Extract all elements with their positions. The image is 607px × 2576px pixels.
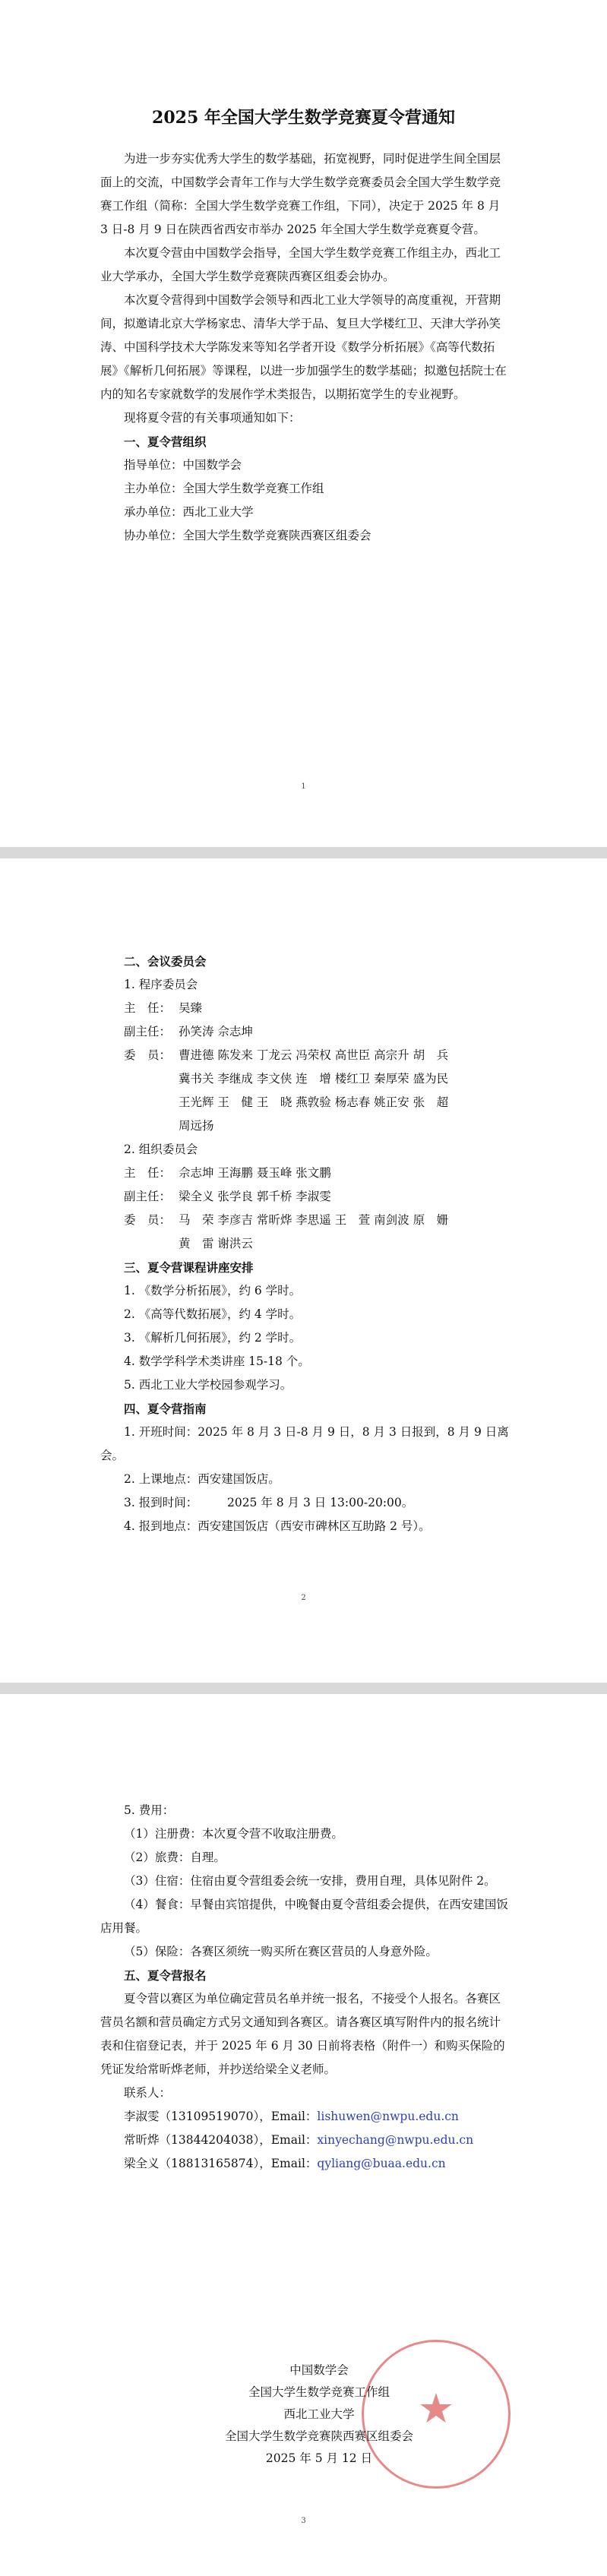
course-item: 5. 西北工业大学校园参观学习。: [124, 1378, 292, 1392]
page-number: 3: [301, 2517, 306, 2525]
signer: 全国大学生数学竞赛工作组: [248, 2385, 390, 2399]
fee-item: （1）注册费：本次夏令营不收取注册费。: [124, 1827, 343, 1841]
page-number: 1: [301, 782, 306, 791]
section-5-heading: 五、夏令营报名: [124, 1968, 207, 1983]
page3-body: [100, 1799, 511, 2176]
role-label: 委 员：: [124, 1048, 172, 1062]
page-2: [0, 858, 607, 1683]
role-label: 主 任：: [124, 1001, 172, 1015]
invite-paragraph: 本次夏令营得到中国数学会领导和西北工业大学领导的高度重视，开营期间，拟邀请北京大学杨家忠、清华大学于品、复旦大学楼红卫、天津大学孙笑涛、中国科学技术大学陈发来等知名学者开设《数学分析拓展》《高等代数拓展》《解析几何拓展》等课程，以进一步加强学生的数学基础；拟邀包括院士在内的知名专家就数学的发展作学术类报告，以期拓宽学生的专业视野。: [100, 293, 507, 401]
role-label: 副主任：: [124, 1190, 172, 1203]
role-label: 主 任：: [124, 1166, 172, 1180]
role-label: 委 员：: [124, 1213, 172, 1227]
fee-title: 5. 费用：: [124, 1803, 175, 1817]
contact-line: 李淑雯（13109519070），Email：lishuwen@nwpu.edu.cn: [124, 2110, 459, 2123]
guide-item: 4. 报到地点：西安建国饭店（西安市碑林区互助路 2 号）。: [124, 1519, 431, 1533]
email-link[interactable]: xinyechang@nwpu.edu.cn: [317, 2133, 474, 2147]
signer: 中国数学会: [289, 2363, 349, 2377]
guide-item: 2. 上课地点：西安建国饭店。: [124, 1472, 280, 1486]
program-committee-title: 1. 程序委员会: [124, 978, 198, 991]
role-members: 马 荣 李彦吉 常昕烨 李思遥 王 萱 南剑波 原 姗 黄 雷 谢洪云: [179, 1213, 449, 1250]
signup-paragraph: 夏令营以赛区为单位确定营员名单并统一报名，不接受个人报名。各赛区营员名额和营员确定方式另文通知到各赛区。请各赛区填写附件内的报名统计表和住宿登记表，并于 2025 年 6 月 30 日前将表格（附件一）和购买保险的凭证发给常昕烨老师，并抄送给梁全义老师。: [100, 1992, 505, 2076]
role-members: 梁全义 张学良 郭千桥 李淑雯: [179, 1190, 331, 1203]
page2-body: [100, 950, 511, 1538]
page1-body: [100, 147, 511, 548]
role-label: 副主任：: [124, 1025, 172, 1038]
org-coorganizer: 协办单位：全国大学生数学竞赛陕西赛区组委会: [124, 529, 371, 542]
fee-item: （3）住宿：住宿由夏令营组委会统一安排，费用自理，具体见附件 2。: [124, 1874, 496, 1888]
role-members: 佘志坤 王海鹏 聂玉峰 张文鹏: [179, 1166, 331, 1180]
org-guide: 指导单位：中国数学会: [124, 458, 242, 472]
signature-block: [0, 2359, 607, 2470]
email-link[interactable]: lishuwen@nwpu.edu.cn: [317, 2110, 459, 2123]
official-seal-icon: ★: [362, 2340, 511, 2489]
section-4-heading: 四、夏令营指南: [124, 1402, 207, 1416]
fee-item: （5）保险：各赛区须统一购买所在赛区营员的人身意外险。: [124, 1945, 438, 1958]
notice-lead: 现将夏令营的有关事项通知如下：: [124, 411, 301, 425]
page-1: [0, 0, 607, 847]
guidance-paragraph: 本次夏令营由中国数学会指导，全国大学生数学竞赛工作组主办，西北工业大学承办，全国大学生数学竞赛陕西赛区组委会协办。: [100, 246, 501, 283]
notice-title: 2025 年全国大学生数学竞赛夏令营通知: [152, 108, 455, 128]
signer: 西北工业大学: [283, 2407, 355, 2421]
contact-line: 常昕烨（13844204038），Email：xinyechang@nwpu.edu.cn: [124, 2133, 474, 2147]
course-item: 2. 《高等代数拓展》，约 4 学时。: [124, 1307, 302, 1321]
course-item: 3. 《解析几何拓展》，约 2 学时。: [124, 1331, 302, 1345]
role-members: 曹进德 陈发来 丁龙云 冯荣权 高世臣 高宗升 胡 兵 冀书关 李继成 李文侠 连 增 楼红卫 秦厚荣 盛为民 王光辉 王 健 王 晓 燕敦验 杨志春 姚正安 张 超 周远扬: [179, 1048, 449, 1133]
intro-paragraph: 为进一步夯实优秀大学生的数学基础，拓宽视野，同时促进学生间全国层面上的交流，中国数学会青年工作与大学生数学竞赛委员会全国大学生数学竞赛工作组（简称：全国大学生数学竞赛工作组，下同），决定于 2025 年 8 月 3 日-8 月 9 日在陕西省西安市举办 2025 年全国大学生数学竞赛夏令营。: [100, 152, 501, 236]
guide-item: 3. 报到时间： 2025 年 8 月 3 日 13:00-20:00。: [124, 1496, 414, 1509]
role-members: 吴臻: [179, 1001, 203, 1015]
contact-title: 联系人：: [124, 2086, 172, 2100]
page-number: 2: [301, 1594, 306, 1602]
signer: 全国大学生数学竞赛陕西赛区组委会: [224, 2429, 413, 2443]
course-item: 1. 《数学分析拓展》，约 6 学时。: [124, 1284, 302, 1297]
org-host: 主办单位：全国大学生数学竞赛工作组: [124, 482, 324, 495]
role-members: 孙笑涛 佘志坤: [179, 1025, 253, 1038]
date: 2025 年 5 月 12 日: [265, 2451, 373, 2465]
section-2-heading: 二、会议委员会: [124, 954, 207, 969]
section-1-heading: 一、夏令营组织: [124, 435, 207, 449]
guide-item: 1. 开班时间：2025 年 8 月 3 日-8 月 9 日，8 月 3 日报到，8 月 9 日离会。: [100, 1425, 509, 1462]
fee-item: （2）旅费：自理。: [124, 1851, 226, 1864]
section-3-heading: 三、夏令营课程讲座安排: [124, 1260, 254, 1275]
organizing-committee-title: 2. 组织委员会: [124, 1143, 198, 1156]
course-item: 4. 数学学科学术类讲座 15-18 个。: [124, 1354, 310, 1368]
fee-item: （4）餐食：早餐由宾馆提供，中晚餐由夏令营组委会提供，在西安建国饭店用餐。: [100, 1898, 508, 1935]
program-committee: [124, 997, 511, 1138]
org-organizer: 承办单位：西北工业大学: [124, 505, 254, 519]
email-link[interactable]: qyliang@buaa.edu.cn: [317, 2157, 446, 2170]
organizing-committee: [124, 1162, 511, 1256]
contact-line: 梁全义（18813165874），Email：qyliang@buaa.edu.cn: [124, 2157, 446, 2170]
page-3: [0, 1694, 607, 2576]
